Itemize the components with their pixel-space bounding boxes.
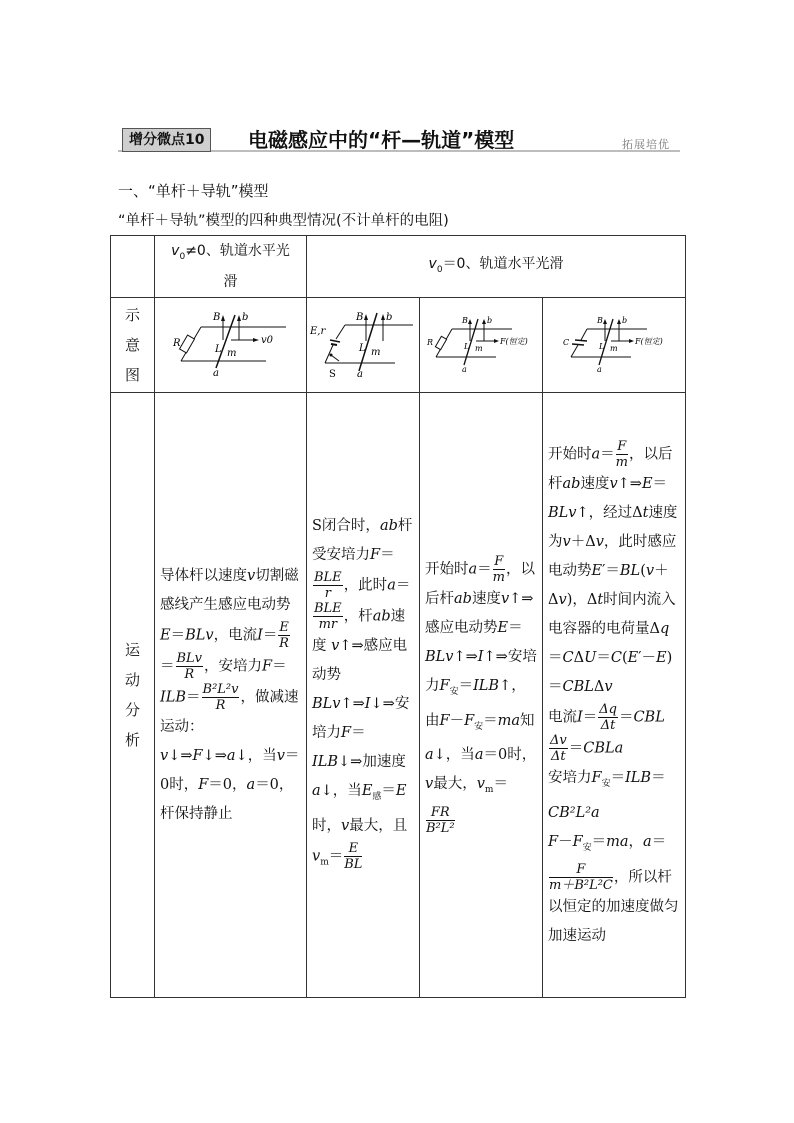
row-label-analysis: 运 动 分 析 [111, 393, 155, 998]
label-L: L [464, 342, 470, 351]
label-B: B [356, 312, 364, 323]
label-B: B [462, 316, 468, 325]
label-S: S [329, 369, 336, 380]
label-Er: E,r [310, 326, 326, 337]
header-tag: 拓展培优 [622, 138, 670, 151]
label-R: R [172, 338, 181, 349]
label-b: b [241, 312, 248, 323]
battery-rail-diagram [309, 309, 417, 381]
analysis-col-1: 导体杆以速度v切割磁感线产生感应电动势E＝BLv，电流I＝ $\frac{E}{R}$ ＝ $\frac{\text{BLv}}{R}$ ，安培力F＝ILB＝ $\frac{\text{B²L²v}}{R}$ ，做减速运动：v↓⇒F↓⇒a↓，当v＝0时，F＝0，a＝0，杆保持静止 [155, 393, 307, 998]
label-m: m [226, 348, 236, 359]
topic-badge: 增分微点10 [122, 128, 211, 152]
label-a: a [597, 365, 602, 374]
diagram-cell-3 [420, 298, 543, 393]
analysis-row [111, 393, 686, 998]
label-m: m [371, 347, 381, 358]
col-header-1: $v_0\ne 0$、轨道水平光 滑 [155, 236, 307, 298]
analysis-col-3: 开始时a＝ $\frac{F}{m}$ ，以后杆ab速度v↑⇒感应电动势E＝BLv↑⇒I↑⇒安培力$F_安=ILB↑$，由$F-F_安=ma$知a↓，当a＝0时，v最大，$v_m=$ $\frac{FR}{\text{B²L²}}$ [420, 393, 543, 998]
label-v0: v0 [260, 335, 273, 346]
page-title: 电磁感应中的“杆—轨道”模型 [248, 128, 515, 152]
label-L: L [214, 344, 222, 355]
resistor-rail-diagram [161, 310, 301, 380]
label-F: F(恒定) [500, 337, 528, 346]
label-b: b [487, 316, 493, 325]
label-a: a [212, 368, 219, 379]
diagram-cell-2 [307, 298, 420, 393]
diagram-row [111, 298, 686, 393]
model-table [110, 235, 686, 998]
label-L: L [599, 342, 605, 351]
label-C: C [563, 338, 570, 347]
diagram-cell-4 [543, 298, 686, 393]
label-b: b [386, 312, 393, 323]
table-header-row [111, 236, 686, 298]
label-b: b [622, 316, 628, 325]
label-R: R [427, 338, 434, 347]
col-header-2: $v_0=0$、轨道水平光滑 [307, 236, 686, 298]
subtitle: “单杆＋导轨”模型的四种典型情况(不计单杆的电阻) [118, 213, 449, 229]
label-m: m [475, 344, 483, 353]
corner-cell [111, 236, 155, 298]
label-B: B [597, 316, 603, 325]
analysis-col-4: 开始时a＝ $\frac{F}{m}$ ，以后杆ab速度v↑⇒E＝BLv↑，经过Δt速度为v＋Δv，此时感应电动势E′＝BL(v＋Δv)，Δt时间内流入电容器的电荷量Δq＝CΔU＝C(E′－E)＝CBLΔv 电流I＝ $\frac{\Delta q}{\Delta t}$ ＝CBL $\frac{\Delta v}{\Delta t}$ ＝CBLa 安培力$F_安=ILB=CB^2L^2a$ $F-F_安=ma$，a＝ $\frac{F}{\text{m＋B²L²C}}$ ，所以杆以恒定的加速度做匀加速运动 [543, 393, 686, 998]
label-m: m [610, 344, 618, 353]
label-a: a [357, 369, 363, 380]
label-a: a [462, 365, 467, 374]
diagram-cell-1 [155, 298, 307, 393]
label-F: F(恒定) [635, 337, 663, 346]
resistor-force-diagram [422, 315, 540, 375]
section-title: 一、“单杆＋导轨”模型 [118, 182, 269, 200]
analysis-col-2: S闭合时，ab杆受安培力F＝ $\frac{\text{BLE}}{r}$ ，此时a＝ $\frac{\text{BLE}}{mr}$ ，杆ab速度 v↑⇒感应电动势BLv↑⇒I↓⇒安培力F＝ILB↓⇒加速度a↓，当$E_感=E$时，v最大，且$v_m=$ $\frac{E}{BL}$ [307, 393, 420, 998]
label-L: L [359, 343, 366, 354]
label-B: B [212, 312, 220, 323]
section-header [118, 124, 680, 154]
capacitor-force-diagram [547, 315, 681, 375]
row-label-diagram: 示 意 图 [111, 298, 155, 393]
